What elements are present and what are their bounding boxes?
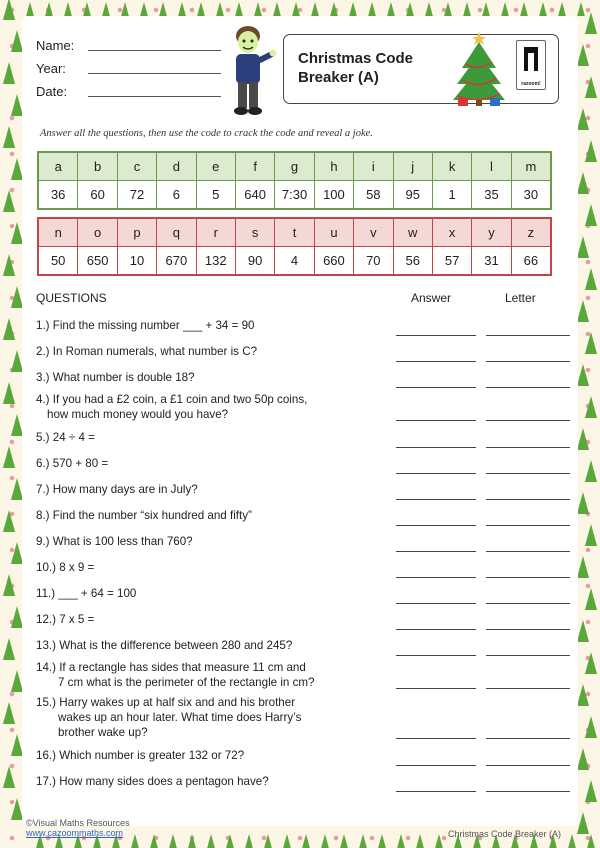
code-value-cell: 60 [78, 181, 117, 210]
border-tree-icon [3, 510, 15, 532]
border-tree-icon [585, 12, 597, 34]
border-tree-icon [3, 702, 15, 724]
footer-credit [26, 818, 130, 838]
question-line: 6.) 570 + 80 = [36, 457, 109, 470]
letter-field-16[interactable] [486, 765, 570, 766]
border-tree-icon [169, 834, 177, 848]
answer-field-12[interactable] [396, 629, 476, 630]
border-tree-icon [159, 2, 167, 16]
code-value-cell: 30 [511, 181, 551, 210]
border-tree-icon [3, 574, 15, 596]
question-4 [36, 392, 386, 422]
question-6 [36, 456, 386, 471]
border-tree-icon [3, 446, 15, 468]
border-tree-icon [585, 140, 597, 162]
code-letter-cell: d [157, 152, 196, 181]
code-value-cell: 660 [314, 247, 353, 276]
code-letter-cell: h [314, 152, 353, 181]
border-tree-icon [178, 2, 186, 16]
code-letter-cell: y [472, 218, 511, 247]
border-tree-icon [3, 254, 15, 276]
worksheet-title: Christmas Code Breaker (A) [298, 50, 414, 86]
question-line: 16.) Which number is greater 132 or 72? [36, 749, 245, 762]
code-letter-cell: e [196, 152, 235, 181]
border-tree-icon [585, 588, 597, 610]
cazoom-logo [516, 40, 546, 90]
code-value-cell: 6 [157, 181, 196, 210]
code-letter-cell: j [393, 152, 432, 181]
border-tree-icon [64, 2, 72, 16]
question-line: 7 cm what is the perimeter of the rectangle in cm? [58, 676, 315, 689]
code-letter-cell: n [38, 218, 78, 247]
border-tree-icon [577, 428, 589, 450]
answer-field-11[interactable] [396, 603, 476, 604]
border-tree-icon [349, 2, 357, 16]
border-tree-icon [83, 2, 91, 16]
questions-header: QUESTIONS [36, 291, 107, 305]
logo-mark-icon [524, 47, 538, 71]
border-tree-icon [577, 172, 589, 194]
letter-field-14[interactable] [486, 688, 570, 689]
code-value-cell: 95 [393, 181, 432, 210]
letter-field-3[interactable] [486, 387, 570, 388]
question-16 [36, 748, 386, 763]
code-value-cell: 650 [78, 247, 117, 276]
border-tree-icon [140, 2, 148, 16]
code-letter-cell: c [117, 152, 156, 181]
logo-text: razoom! [521, 81, 541, 87]
question-line: 14.) If a rectangle has sides that measure 11 cm and [36, 661, 306, 674]
question-9 [36, 534, 386, 549]
border-tree-icon [577, 300, 589, 322]
border-tree-icon [45, 2, 53, 16]
border-tree-icon [397, 834, 405, 848]
border-tree-icon [3, 126, 15, 148]
code-value-cell: 4 [275, 247, 314, 276]
answer-field-9[interactable] [396, 551, 476, 552]
question-8 [36, 508, 386, 523]
question-line: 9.) What is 100 less than 760? [36, 535, 193, 548]
border-tree-icon [216, 2, 224, 16]
question-line: 1.) Find the missing number ___ + 34 = 90 [36, 319, 255, 332]
border-tree-icon [207, 834, 215, 848]
code-value-cell: 1 [432, 181, 471, 210]
border-tree-icon [577, 364, 589, 386]
code-value-cell: 36 [38, 181, 78, 210]
code-letter-cell: z [511, 218, 551, 247]
code-letter-cell: b [78, 152, 117, 181]
question-14 [36, 660, 386, 690]
border-tree-icon [406, 2, 414, 16]
code-value-cell: 58 [354, 181, 393, 210]
letter-field-7[interactable] [486, 499, 570, 500]
question-3 [36, 370, 386, 385]
cartoon-boy-illustration [222, 20, 280, 120]
question-line: 2.) In Roman numerals, what number is C? [36, 345, 258, 358]
code-letter-cell: s [235, 218, 274, 247]
question-line: 10.) 8 x 9 = [36, 561, 95, 574]
code-table-a-to-m [37, 151, 552, 210]
top-tree-border [0, 0, 600, 16]
border-tree-icon [585, 396, 597, 418]
border-tree-icon [3, 382, 15, 404]
code-letter-cell: v [354, 218, 393, 247]
border-tree-icon [292, 2, 300, 16]
answer-field-4[interactable] [396, 420, 476, 421]
question-11 [36, 586, 386, 601]
question-2 [36, 344, 386, 359]
border-tree-icon [585, 268, 597, 290]
question-line: 15.) Harry wakes up at half six and and his brother [36, 696, 296, 709]
christmas-tree-icon [448, 28, 510, 108]
code-letter-cell: r [196, 218, 235, 247]
question-17 [36, 774, 386, 789]
question-line: 5.) 24 ÷ 4 = [36, 431, 95, 444]
code-letter-cell: t [275, 218, 314, 247]
border-tree-icon [387, 2, 395, 16]
border-tree-icon [368, 2, 376, 16]
code-value-cell: 7:30 [275, 181, 314, 210]
code-value-cell: 100 [314, 181, 353, 210]
code-letter-cell: l [472, 152, 511, 181]
code-value-cell: 66 [511, 247, 551, 276]
question-line: 8.) Find the number “six hundred and fifty” [36, 509, 252, 522]
answer-field-7[interactable] [396, 499, 476, 500]
question-line: 4.) If you had a £2 coin, a £1 coin and two 50p coins, [36, 393, 308, 406]
letter-field-15[interactable] [486, 738, 570, 739]
question-15 [36, 695, 386, 740]
letter-field-4[interactable] [486, 420, 570, 421]
border-tree-icon [3, 190, 15, 212]
date-field[interactable] [88, 96, 221, 97]
answer-field-8[interactable] [396, 525, 476, 526]
border-tree-icon [273, 2, 281, 16]
border-tree-icon [3, 318, 15, 340]
answer-field-1[interactable] [396, 335, 476, 336]
border-tree-icon [302, 834, 310, 848]
code-letter-cell: f [235, 152, 274, 181]
question-5 [36, 430, 386, 445]
code-value-cell: 132 [196, 247, 235, 276]
code-value-cell: 10 [117, 247, 156, 276]
code-letter-cell: q [157, 218, 196, 247]
letter-field-17[interactable] [486, 791, 570, 792]
code-value-cell: 35 [472, 181, 511, 210]
code-value-row [38, 181, 551, 210]
name-label: Name: [36, 38, 75, 53]
letter-field-5[interactable] [486, 447, 570, 448]
border-tree-icon [577, 44, 589, 66]
answer-field-10[interactable] [396, 577, 476, 578]
border-tree-icon [577, 748, 589, 770]
border-tree-icon [321, 834, 329, 848]
question-line: 11.) ___ + 64 = 100 [36, 587, 137, 600]
code-value-cell: 56 [393, 247, 432, 276]
footer-title: Christmas Code Breaker (A) [448, 829, 562, 839]
letter-field-9[interactable] [486, 551, 570, 552]
border-tree-icon [577, 492, 589, 514]
answer-field-2[interactable] [396, 361, 476, 362]
letter-field-11[interactable] [486, 603, 570, 604]
year-field[interactable] [88, 73, 221, 74]
name-field[interactable] [88, 50, 221, 51]
border-tree-icon [3, 638, 15, 660]
border-tree-icon [226, 834, 234, 848]
border-tree-icon [585, 332, 597, 354]
footer-copyright: ©Visual Maths Resources [26, 818, 130, 828]
question-line: how much money would you have? [47, 408, 229, 421]
code-table-n-to-z [37, 217, 552, 276]
answer-field-14[interactable] [396, 688, 476, 689]
code-letter-cell: p [117, 218, 156, 247]
border-tree-icon [102, 2, 110, 16]
answer-field-16[interactable] [396, 765, 476, 766]
code-letter-cell: g [275, 152, 314, 181]
code-value-cell: 5 [196, 181, 235, 210]
border-tree-icon [577, 556, 589, 578]
border-tree-icon [585, 204, 597, 226]
code-letter-row [38, 152, 551, 181]
question-7 [36, 482, 386, 497]
question-13 [36, 638, 386, 653]
border-tree-icon [463, 2, 471, 16]
border-tree-icon [577, 108, 589, 130]
code-value-row [38, 247, 551, 276]
letter-field-13[interactable] [486, 655, 570, 656]
question-line: wakes up an hour later. What time does Harry’s [58, 711, 302, 724]
border-tree-icon [359, 834, 367, 848]
border-tree-icon [568, 834, 576, 848]
question-1 [36, 318, 386, 333]
border-tree-icon [131, 834, 139, 848]
code-letter-cell: o [78, 218, 117, 247]
code-value-cell: 640 [235, 181, 274, 210]
question-10 [36, 560, 386, 575]
border-tree-icon [264, 834, 272, 848]
border-tree-icon [585, 524, 597, 546]
border-tree-icon [311, 2, 319, 16]
border-tree-icon [121, 2, 129, 16]
border-tree-icon [425, 2, 433, 16]
border-tree-icon [585, 460, 597, 482]
answer-header: Answer [411, 291, 452, 305]
border-tree-icon [577, 812, 589, 834]
border-tree-icon [539, 2, 547, 16]
question-line: 12.) 7 x 5 = [36, 613, 95, 626]
question-line: 3.) What number is double 18? [36, 371, 195, 384]
letter-field-8[interactable] [486, 525, 570, 526]
question-line: brother wake up? [58, 726, 148, 739]
code-letter-row [38, 218, 551, 247]
code-value-cell: 90 [235, 247, 274, 276]
code-value-cell: 70 [354, 247, 393, 276]
instruction-text: Answer all the questions, then use the code to crack the code and reveal a joke. [40, 128, 373, 139]
year-label: Year: [36, 61, 66, 76]
answer-field-5[interactable] [396, 447, 476, 448]
code-letter-cell: u [314, 218, 353, 247]
code-value-cell: 57 [432, 247, 471, 276]
border-tree-icon [577, 684, 589, 706]
letter-field-10[interactable] [486, 577, 570, 578]
answer-field-15[interactable] [396, 738, 476, 739]
date-label: Date: [36, 84, 68, 99]
border-tree-icon [577, 236, 589, 258]
answer-field-17[interactable] [396, 791, 476, 792]
code-value-cell: 50 [38, 247, 78, 276]
border-tree-icon [585, 716, 597, 738]
border-tree-icon [3, 0, 15, 20]
border-tree-icon [283, 834, 291, 848]
border-tree-icon [330, 2, 338, 16]
code-letter-cell: m [511, 152, 551, 181]
answer-field-3[interactable] [396, 387, 476, 388]
border-tree-icon [245, 834, 253, 848]
answer-field-13[interactable] [396, 655, 476, 656]
code-letter-cell: i [354, 152, 393, 181]
footer-link[interactable]: www.cazoommaths.com [26, 828, 124, 838]
letter-header: Letter [505, 291, 536, 305]
letter-field-1[interactable] [486, 335, 570, 336]
border-tree-icon [520, 2, 528, 16]
question-line: 13.) What is the difference between 280 and 245? [36, 639, 293, 652]
code-letter-cell: w [393, 218, 432, 247]
code-letter-cell: x [432, 218, 471, 247]
code-letter-cell: a [38, 152, 78, 181]
letter-field-2[interactable] [486, 361, 570, 362]
border-tree-icon [558, 2, 566, 16]
border-tree-icon [585, 780, 597, 802]
code-letter-cell: k [432, 152, 471, 181]
border-tree-icon [416, 834, 424, 848]
border-tree-icon [340, 834, 348, 848]
border-tree-icon [3, 766, 15, 788]
question-line: 7.) How many days are in July? [36, 483, 198, 496]
border-tree-icon [482, 2, 490, 16]
border-tree-icon [3, 62, 15, 84]
answer-field-6[interactable] [396, 473, 476, 474]
question-12 [36, 612, 386, 627]
border-tree-icon [197, 2, 205, 16]
border-tree-icon [150, 834, 158, 848]
border-tree-icon [585, 76, 597, 98]
border-tree-icon [585, 652, 597, 674]
letter-field-6[interactable] [486, 473, 570, 474]
border-tree-icon [435, 834, 443, 848]
code-value-cell: 31 [472, 247, 511, 276]
border-tree-icon [577, 620, 589, 642]
letter-field-12[interactable] [486, 629, 570, 630]
code-value-cell: 670 [157, 247, 196, 276]
border-tree-icon [235, 2, 243, 16]
border-tree-icon [587, 834, 595, 848]
border-tree-icon [378, 834, 386, 848]
question-line: 17.) How many sides does a pentagon have? [36, 775, 269, 788]
border-tree-icon [501, 2, 509, 16]
border-tree-icon [444, 2, 452, 16]
border-tree-icon [188, 834, 196, 848]
border-tree-icon [254, 2, 262, 16]
code-value-cell: 72 [117, 181, 156, 210]
